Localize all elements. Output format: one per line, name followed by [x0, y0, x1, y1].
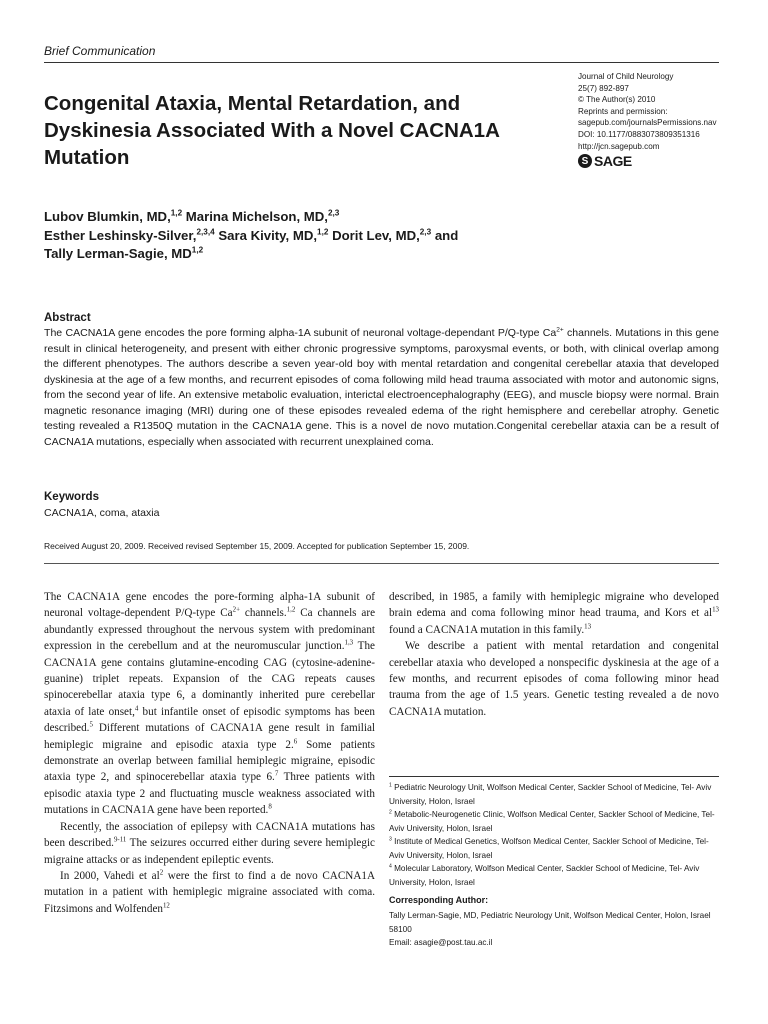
author-affiliation-ref: 1,2 — [170, 208, 183, 218]
publisher-logo — [578, 152, 632, 170]
author-name: Tally Lerman-Sagie, MD — [44, 246, 192, 261]
citation-ref: 6 — [293, 737, 298, 745]
citation-ref: 13 — [584, 623, 592, 631]
affiliation-item: $^4$ Molecular Laboratory, Wolfson Medical Center, Sackler School of Medicine, Tel- Aviv University, Holon, Israel — [389, 863, 700, 887]
author-affiliation-ref: 2,3 — [419, 227, 432, 237]
citation-ref: 4 — [134, 705, 139, 713]
body-paragraph: described, in 1985, a family with hemiplegic migraine who developed brain edema and coma following minor head trauma, and Kors et $al^{13}$ found a CACNA1A mutation in this family.$^{13}$ — [389, 591, 719, 636]
abstract-heading: Abstract — [44, 312, 91, 324]
citation-ref: 5 — [89, 721, 93, 729]
author-name: Lubov Blumkin, MD, — [44, 209, 171, 224]
body-paragraph: Recently, the association of epilepsy with CACNA1A mutations has been described.$^{9-11}$ The seizures occurred either during severe hemiplegic migraine attacks or as independent epileptic events. — [44, 820, 375, 866]
affiliations-list — [389, 781, 722, 889]
body-paragraph: The CACNA1A gene encodes the pore-forming alpha-1A subunit of neuronal voltage-dependent P/Q-type $Ca^{2+}$ channels.$^{1,2}$ Ca channels are abundantly expressed throughout the nervous system with predominant expression in the cerebellum and at the neuromuscular junction.$^{1,3}$ The CACNA1A gene contains glutamine-encoding CAG (cytosine-adenine-guanine) triplet repeats. Expansion of the CAG repeats causes spinocerebellar ataxia type 6, a dominantly inherited pure cerebellar ataxia of late onset,$^4$ but infantile onset of episodic symptoms has been described.$^5$ Different mutations of CACNA1A gene result in familial hemiplegic migraine and episodic ataxia type 2.$^6$ Some patients demonstrate an overlap between familial hemiplegic migraine, episodic ataxia type 2, and spinocerebellar ataxia type 6.$^7$ Three patients with episodic ataxia type 2 and fluctuating muscle weakness associated with mutations in CACNA1A gene have been reported.$^8$ — [44, 591, 376, 817]
keywords-heading: Keywords — [44, 491, 99, 503]
author-affiliation-ref: 1,2 — [191, 245, 204, 255]
journal-name: Journal of Child Neurology — [578, 72, 674, 81]
footnotes-divider — [389, 776, 719, 777]
citation-ref: 13 — [712, 606, 719, 614]
citation-ref: 1,2 — [286, 606, 296, 614]
affiliation-item: $^1$ Pediatric Neurology Unit, Wolfson Medical Center, Sackler School of Medicine, Tel- Aviv University, Holon, Israel — [389, 782, 712, 806]
citation-ref: 7 — [274, 770, 279, 778]
header-divider — [44, 62, 719, 63]
article-title: Congenital Ataxia, Mental Retardation, and Dyskinesia Associated With a Novel CACNA1A Mutation — [44, 92, 500, 169]
publication-history: Received August 20, 2009. Received revised September 15, 2009. Accepted for publication September 15, 2009. — [44, 541, 470, 551]
author-affiliation-ref: 2,3 — [327, 208, 340, 218]
author-affiliation-ref: 1,2 — [317, 227, 329, 237]
citation-ref: 8 — [268, 803, 272, 811]
citation-ref: 9-11 — [113, 836, 127, 844]
citation-ref: 12 — [162, 902, 170, 909]
reprints-line: Reprints and permission: — [578, 106, 668, 116]
author-list — [44, 208, 604, 264]
body-paragraph: In 2000, Vahedi et $al^2$ were the first to find a de novo CACNA1A mutation in a patient with hemiplegic migraine associated with coma. Fitzsimons and Wolfenden$^{12}$ — [44, 869, 375, 915]
doi-line[interactable]: DOI: 10.1177/0883073809351316 — [578, 129, 700, 139]
body-column-left — [44, 589, 375, 917]
citation-ref: 2 — [159, 869, 164, 877]
permissions-link[interactable]: sagepub.com/journalsPermissions.nav — [578, 118, 717, 128]
affiliation-item: $^2$ Metabolic-Neurogenetic Clinic, Wolfson Medical Center, Sackler School of Medicine, Tel- Aviv University, Holon, Israel — [389, 809, 715, 833]
corresponding-author-address: Tally Lerman-Sagie, MD, Pediatric Neurology Unit, Wolfson Medical Center, Holon, Israel 58100 — [389, 911, 711, 934]
history-divider — [44, 563, 719, 564]
affiliation-item: $^3$ Institute of Medical Genetics, Wolfson Medical Center, Sackler School of Medicine, Tel- Aviv University, Holon, Israel — [389, 836, 709, 860]
keywords-list: CACNA1A, coma, ataxia — [44, 507, 160, 519]
citation-ref: 1,3 — [344, 639, 354, 647]
journal-link[interactable]: http://jcn.sagepub.com — [578, 141, 660, 151]
copyright-line: © The Author(s) 2010 — [578, 95, 656, 105]
corresponding-author-details — [389, 909, 722, 950]
journal-info — [578, 71, 758, 152]
body-column-right — [389, 589, 719, 720]
section-label: Brief Communication — [44, 44, 156, 58]
author-name: Sara Kivity, MD, — [218, 227, 318, 243]
author-name: Dorit Lev, MD, — [332, 227, 420, 243]
author-affiliation-ref: 2,3,4 — [196, 227, 215, 237]
corresponding-author-email[interactable]: Email: asagie@post.tau.ac.il — [389, 938, 493, 947]
abstract-text: The CACNA1A gene encodes the pore forming alpha-1A subunit of neuronal voltage-dependant P/Q-type $Ca^{2+}$ channels. Mutations in this gene result in clinical heterogeneity, and present with either chronic progressive symptoms, paroxysmal events, or both, with clinical overlap among the different phenotypes. The authors describe a seven year-old boy with mental retardation and congenital cerebellar ataxia that developed dyskinesia at the age of a few months, and recurrent episodes of coma following mild head trauma associated with motor and autonomic signs, from the second year of life. An extensive metabolic evaluation, interictal electroencephalography (EEG), and muscle biopsy were normal. Brain magnetic resonance imaging (MRI) during one of these episodes revealed edema of the right hemisphere and cerebellar atrophy. Genetic testing revealed a R1350Q mutation in the CACNA1A gene. This is a novel de novo mutation.Congenital cerebellar ataxia can be a result of CACNA1A mutations, especially when associated with recurrent unexplained coma. — [44, 326, 719, 448]
publisher-logo-text: SAGE — [594, 153, 632, 169]
journal-volume: 25(7) 892-897 — [578, 83, 629, 93]
author-name: Esther Leshinsky-Silver, — [44, 227, 197, 243]
corresponding-author-heading: Corresponding Author: — [389, 895, 489, 905]
authors-conjunction: and — [434, 227, 459, 243]
body-paragraph: We describe a patient with mental retardation and congenital cerebellar ataxia who developed a nonspecific dyskinesia at the age of a few months, and recurrent episodes of coma following minor head trauma from the age of 1.5 years. Genetic testing revealed a de novo CACNA1A mutation. — [389, 640, 719, 718]
sage-mark-icon: S — [578, 154, 592, 168]
author-name: Marina Michelson, MD, — [185, 209, 328, 224]
